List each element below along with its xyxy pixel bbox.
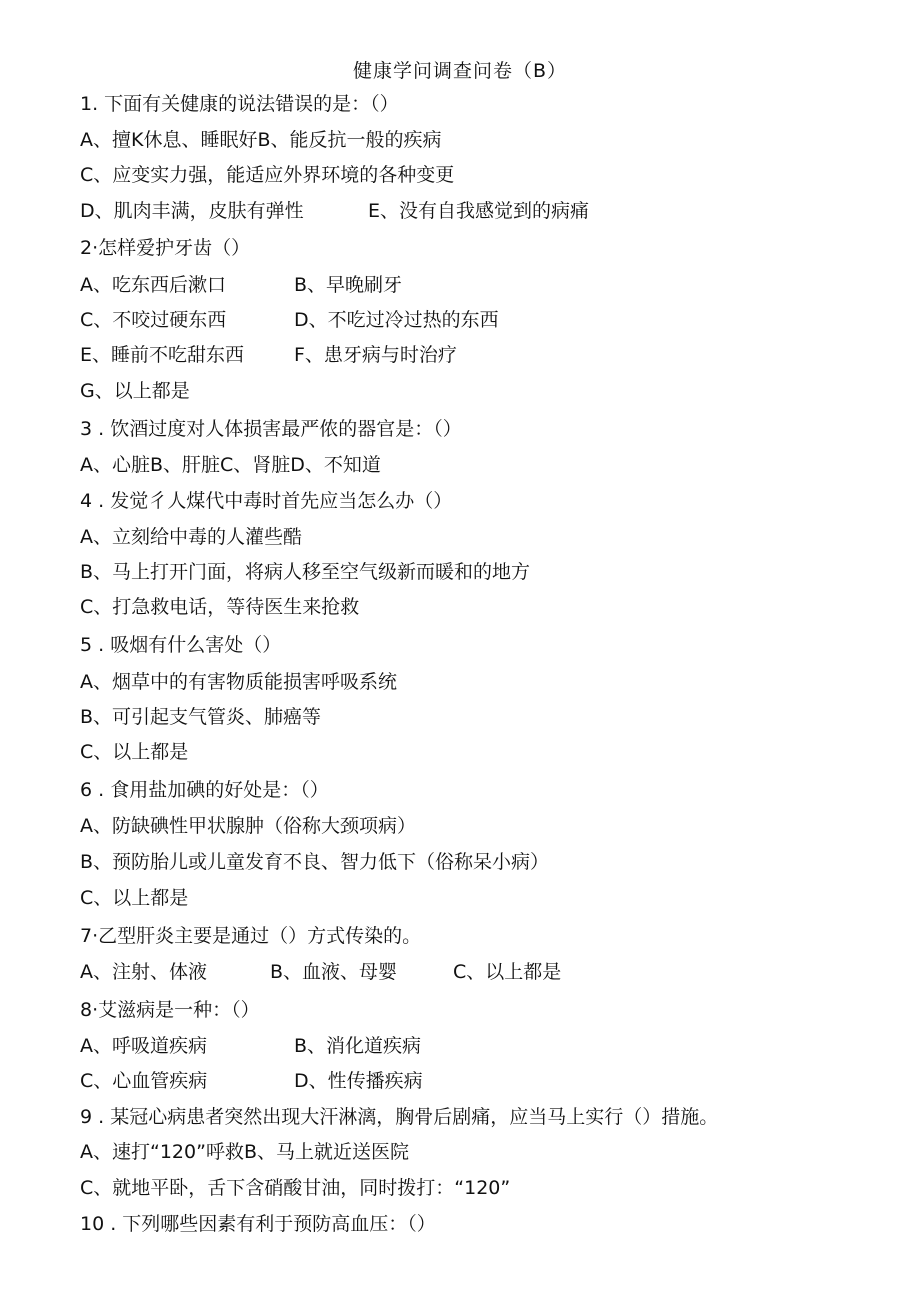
question-8-option-d: D、性传播疾病 [294,1070,423,1092]
question-6-option-b: B、预防胎儿或儿童发育不良、智力低下（俗称呆小病） [80,851,550,873]
question-3: 3 . 饮酒过度对人体损害最严侬的器官是：（） [80,418,462,440]
question-8-option-c: C、心血管疾病 [80,1070,208,1092]
question-8-options-cd [80,1069,840,1093]
question-5: 5 . 吸烟有什么害处（） [80,634,282,656]
question-2-options-cd [80,308,840,332]
question-1-option-e: E、没有自我感觉到的病痛 [368,200,590,222]
question-4-option-b: B、马上打开门面，将病人移至空气级新而暖和的地方 [80,561,531,583]
question-8-options-ab [80,1034,840,1058]
question-9-options-ab: A、速打“120”呼救B、马上就近送医院 [80,1141,409,1163]
question-2-option-b: B、早晚刷牙 [294,274,403,296]
question-1-option-c: C、应变实力强，能适应外界环境的各种变更 [80,164,455,186]
question-2-option-c: C、不咬过硬东西 [80,309,227,331]
question-8: 8·艾滋病是一种：（） [80,999,260,1021]
question-8-option-a: A、呼吸道疾病 [80,1035,207,1057]
question-3-options: A、心脏B、肝脏C、肾脏D、不知道 [80,454,381,476]
question-10: 10 . 下列哪些因素有利于预防高血压：（） [80,1213,436,1235]
question-7-options [80,960,840,984]
question-6-option-a: A、防缺碘性甲状腺肿（俗称大颈项病） [80,815,416,837]
question-8-option-b: B、消化道疾病 [294,1035,422,1057]
question-5-option-a: A、烟草中的有害物质能损害呼吸系统 [80,671,397,693]
question-2-option-f: F、患牙病与时治疗 [294,344,457,366]
question-2-option-a: A、吃东西后漱口 [80,274,226,296]
question-2-options-ef [80,343,840,367]
question-1-option-d: D、肌肉丰满，皮肤有弹性 [80,200,304,222]
question-1-options-de [80,199,840,223]
question-7-option-a: A、注射、体液 [80,961,207,983]
question-1: 1. 下面有关健康的说法错误的是：（） [80,93,399,115]
question-5-option-c: C、以上都是 [80,741,189,763]
question-2-option-d: D、不吃过冷过热的东西 [294,309,499,331]
question-2-option-e: E、睡前不吃甜东西 [80,344,245,366]
question-2-options-ab [80,273,840,297]
question-9-option-c: C、就地平卧，舌下含硝酸甘油，同时拨打：“120” [80,1177,511,1199]
question-7-option-b: B、血液、母婴 [270,961,398,983]
question-9: 9 . 某冠心病患者突然出现大汗淋漓，胸骨后剧痛，应当马上实行（）措施。 [80,1106,719,1128]
question-6: 6 . 食用盐加碘的好处是：（） [80,779,329,801]
question-4: 4 . 发觉彳人煤代中毒时首先应当怎么办（） [80,490,453,512]
question-7-option-c: C、以上都是 [453,961,562,983]
question-2: 2·怎样爱护牙齿（） [80,237,251,259]
question-7: 7·乙型肝炎主要是通过（）方式传染的。 [80,925,422,947]
question-1-options-ab: A、擅K休息、睡眠好B、能反抗一般的疾病 [80,129,442,151]
document-title: 健康学问调查问卷（B） [352,60,568,82]
question-5-option-b: B、可引起支气管炎、肺癌等 [80,706,322,728]
question-2-option-g: G、以上都是 [80,380,190,402]
question-4-option-a: A、立刻给中毒的人灌些酷 [80,526,302,548]
question-6-option-c: C、以上都是 [80,887,189,909]
question-4-option-c: C、打急救电话，等待医生来抢救 [80,596,360,618]
